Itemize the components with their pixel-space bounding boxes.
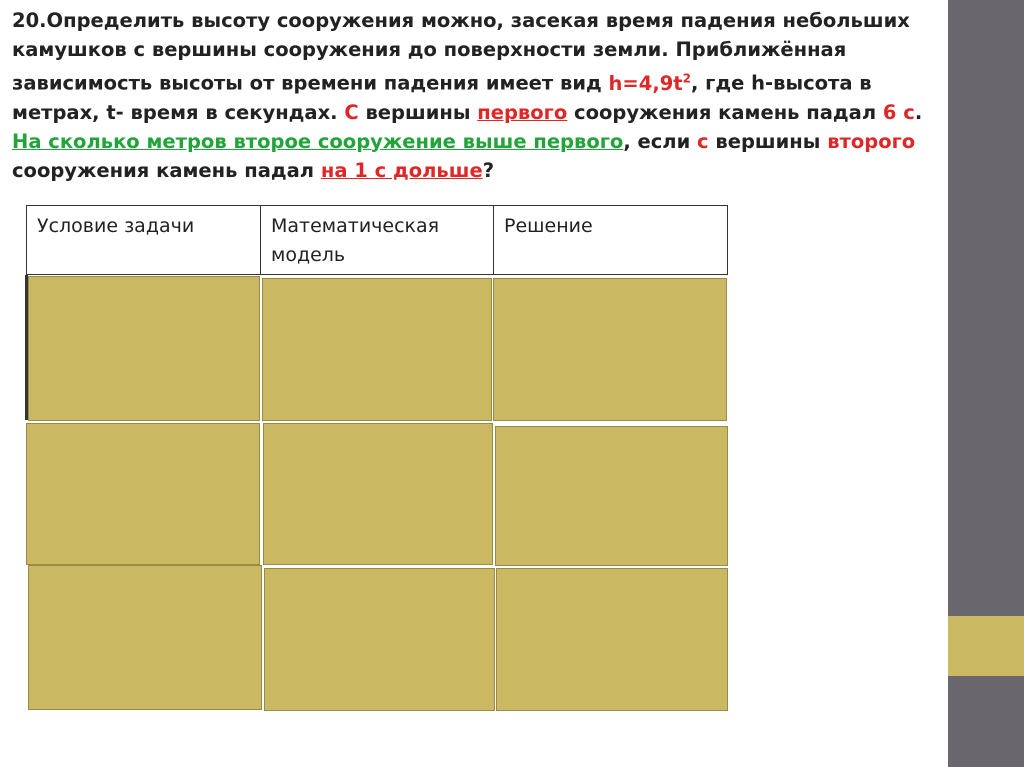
answer-box-r1-c1[interactable] — [28, 276, 260, 421]
answer-box-r3-c3[interactable] — [496, 568, 728, 711]
answer-box-r2-c2[interactable] — [263, 423, 493, 565]
problem-text: 20.Определить высоту сооружения можно, засекая время падения небольших камушков с вершины сооружения до поверхности земли. Приближённая зависимость высоты от времени падения имеет вид $h=4,9t^2$, где h-высота в метрах, t- время в секундах. С вершины первого сооружения камень падал 6 с. На сколько метров второе сооружение выше первого, если с вершины второго сооружения камень падал на 1 с дольше? — [12, 9, 923, 182]
header-solution: Решение — [504, 215, 593, 237]
answer-box-r2-c3[interactable] — [495, 426, 728, 566]
header-model: Математическая модель — [261, 206, 494, 274]
answer-box-r3-c2[interactable] — [264, 568, 495, 711]
answer-box-r3-c1[interactable] — [28, 565, 262, 710]
answer-box-r1-c3[interactable] — [493, 278, 727, 421]
table-header-row — [26, 205, 728, 275]
answer-box-r1-c2[interactable] — [262, 278, 492, 421]
header-condition: Условие задачи — [27, 206, 261, 274]
answer-box-r2-c1[interactable] — [26, 423, 260, 565]
decorative-side-accent — [948, 616, 1024, 676]
question-highlight: На сколько метров второе сооружение выше первого — [12, 129, 624, 153]
formula: $h=4,9t^2$ — [608, 71, 691, 95]
